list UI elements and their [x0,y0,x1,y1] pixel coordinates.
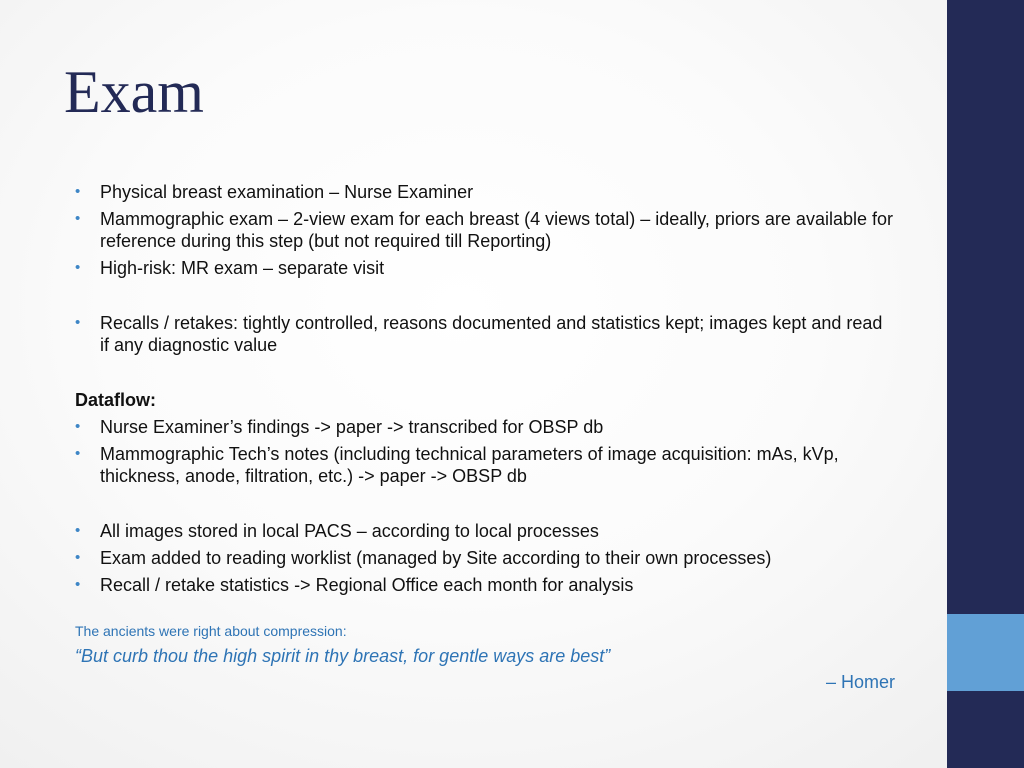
slide-title: Exam [64,59,204,125]
spacer [75,361,895,389]
list-item [75,416,895,438]
bullet-text: High-risk: MR exam – separate visit [100,258,385,278]
bullet-icon: • [75,445,81,462]
bullet-text: Recall / retake statistics -> Regional Office each month for analysis [100,575,634,595]
bullet-icon: • [75,549,81,566]
quote-text: “But curb thou the high spirit in thy breast, for gentle ways are best” [75,646,611,666]
dataflow-heading: Dataflow: [75,390,156,410]
bullet-icon: • [75,418,81,435]
bullet-text: Physical breast examination – Nurse Examiner [100,182,474,202]
bullet-icon: • [75,522,81,539]
list-item [75,208,895,252]
bullet-text: Nurse Examiner’s findings -> paper -> transcribed for OBSP db [100,417,604,437]
bullet-text: Exam added to reading worklist (managed by Site according to their own processes) [100,548,772,568]
quote-attribution: – Homer [825,672,895,692]
bullet-text: All images stored in local PACS – according to local processes [100,521,599,541]
bullet-list-storage [75,520,895,596]
bullet-icon: • [75,210,81,227]
bullet-text: Mammographic exam – 2-view exam for each breast (4 views total) – ideally, priors are available for reference during this step (but not required till Reporting) [100,209,893,251]
list-item [75,520,895,542]
bullet-text: Recalls / retakes: tightly controlled, reasons documented and statistics kept; images kept and read if any diagnostic value [100,313,883,355]
sidebar-accent-block [947,614,1024,691]
bullet-list-dataflow [75,416,895,487]
bullet-icon: • [75,576,81,593]
list-item [75,443,895,487]
bullet-icon: • [75,259,81,276]
list-item [75,181,895,203]
bullet-icon: • [75,314,81,331]
list-item [75,547,895,569]
bullet-icon: • [75,183,81,200]
list-item [75,257,895,279]
quote-intro: The ancients were right about compression: [75,623,347,639]
slide-body [75,181,895,693]
list-item [75,574,895,596]
spacer [75,284,895,312]
bullet-list-recalls [75,312,895,356]
bullet-text: Mammographic Tech’s notes (including technical parameters of image acquisition: mAs, kVp, thickness, anode, filtration, etc.) -> paper -> OBSP db [100,444,839,486]
spacer [75,492,895,520]
list-item [75,312,895,356]
bullet-list-exam [75,181,895,279]
